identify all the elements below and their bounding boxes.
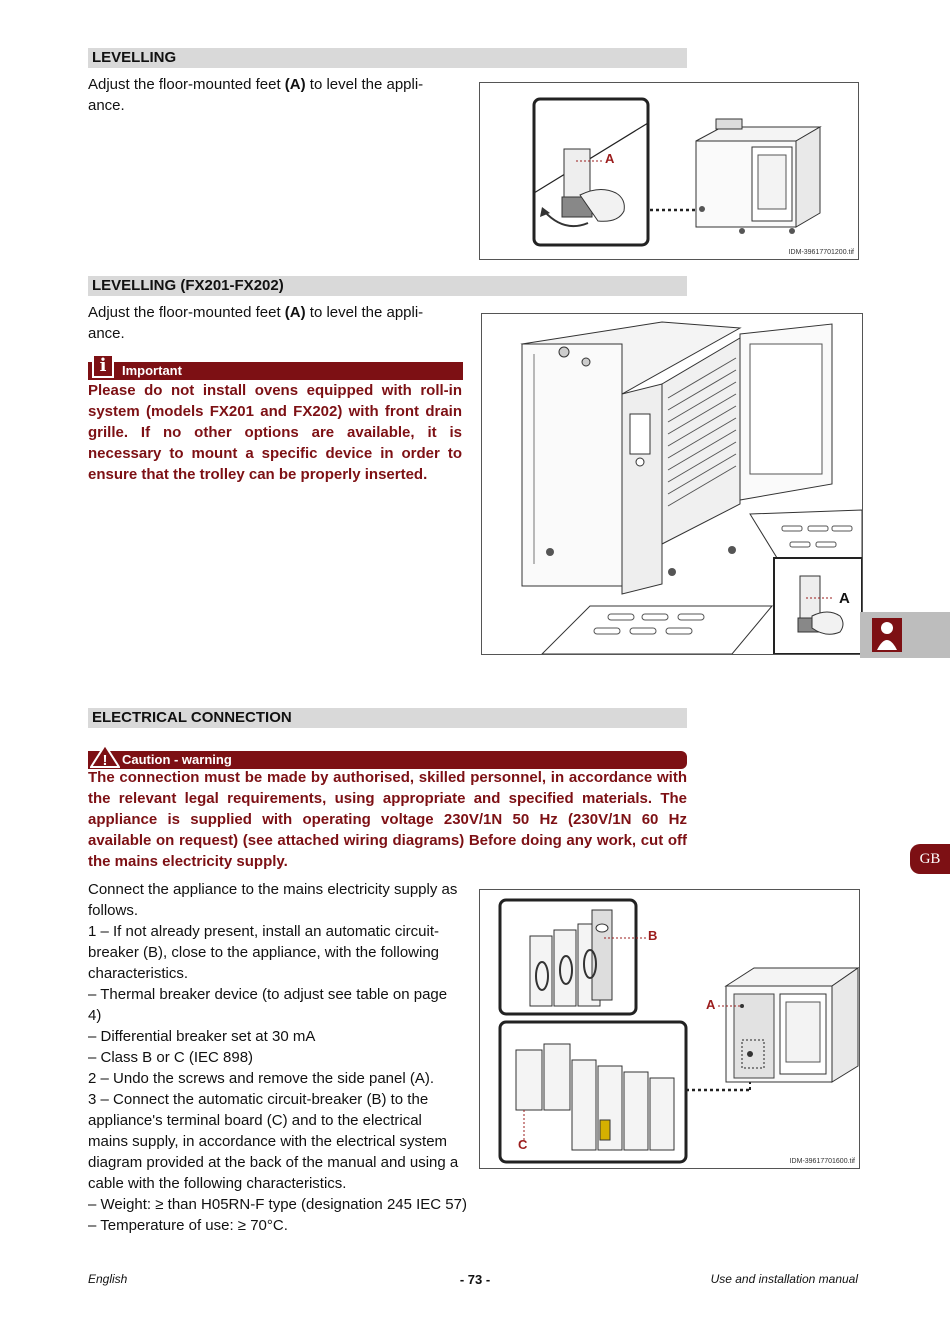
cable-temperature: – Temperature of use: ≥ 70°C. <box>88 1217 288 1234</box>
levelling-fx-illustration <box>482 314 862 654</box>
levelling-fx-text-a: Adjust the floor-mounted feet <box>88 304 285 321</box>
caution-label: Caution - warning <box>122 752 232 767</box>
levelling-illustration <box>480 83 858 259</box>
step-2: 2 – Undo the screws and remove the side panel (A). <box>88 1070 435 1087</box>
section-heading-levelling-fx: LEVELLING (FX201-FX202) <box>88 276 687 296</box>
electrical-callout-a: A <box>706 997 716 1012</box>
levelling-text-c: ance. <box>88 97 125 114</box>
step-3: 3 – Connect the automatic circuit-breaker (B) to the appliance's terminal board (C) and to the electrical mains supply, in accordance with the electrical system diagram provided at the back of the manual and using a cable with the following characteristics. <box>88 1091 459 1192</box>
electrical-figure-id: IDM-39617701600.tif <box>789 1158 855 1165</box>
step-1-thermal: – Thermal breaker device (to adjust see table on page 4) <box>88 986 448 1024</box>
electrical-callout-b: B <box>648 928 658 943</box>
installer-icon <box>872 618 902 652</box>
section-heading-levelling: LEVELLING <box>88 48 687 68</box>
levelling-text <box>88 74 462 116</box>
levelling-callout-a: A <box>605 151 615 166</box>
levelling-fx-callout-a: A <box>839 590 850 607</box>
svg-text:!: ! <box>102 752 108 768</box>
step-1-differential: – Differential breaker set at 30 mA <box>88 1028 316 1045</box>
levelling-text-a: Adjust the floor-mounted feet <box>88 76 285 93</box>
levelling-fx-text <box>88 302 462 344</box>
levelling-figure-id: IDM-39617701200.tif <box>788 249 854 256</box>
important-text: Please do not install ovens equipped with roll-in system (models FX201 and FX202) with front drain grille. If no other options are available, it is necessary to mount a specific device in order to ensure that the trolley can be properly inserted. <box>88 382 462 483</box>
levelling-text-b: to level the appli- <box>305 76 424 93</box>
page-number: - 73 - <box>459 1272 491 1287</box>
info-icon: i <box>92 354 114 378</box>
levelling-fx-text-b: to level the appli- <box>305 304 424 321</box>
cable-weight: – Weight: ≥ than H05RN-F type (designation 245 IEC 57) <box>88 1196 467 1213</box>
electrical-illustration <box>480 890 859 1168</box>
levelling-fx-text-c: ance. <box>88 325 125 342</box>
levelling-text-ref: (A) <box>284 76 306 93</box>
step-intro: Connect the appliance to the mains electricity supply as follows. <box>88 881 458 919</box>
section-heading-electrical: ELECTRICAL CONNECTION <box>88 708 687 728</box>
language-tab: GB <box>910 844 950 874</box>
important-label: Important <box>122 363 182 378</box>
installer-section-tab <box>860 612 950 658</box>
figure-electrical <box>479 889 860 1169</box>
levelling-fx-text-ref: (A) <box>284 304 306 321</box>
electrical-callout-c: C <box>518 1137 528 1152</box>
footer-manual-title: Use and installation manual <box>710 1272 858 1286</box>
important-bar <box>88 355 463 380</box>
footer-language: English <box>88 1272 128 1286</box>
step-1: 1 – If not already present, install an automatic circuit-breaker (B), close to the appliance, with the following characteristics. <box>88 923 440 982</box>
step-1-class: – Class B or C (IEC 898) <box>88 1049 254 1066</box>
electrical-steps <box>88 879 467 1236</box>
caution-text: The connection must be made by authorised, skilled personnel, in accordance with the relevant legal requirements, using appropriate and specified materials. The appliance is supplied with operating voltage 230V/1N 50 Hz (230V/1N 60 Hz available on request) (see attached wiring diagrams) Before doing any work, cut off the mains electricity supply. <box>88 769 687 870</box>
figure-levelling <box>479 82 859 260</box>
figure-levelling-fx <box>481 313 863 655</box>
warning-triangle-icon <box>90 744 120 768</box>
